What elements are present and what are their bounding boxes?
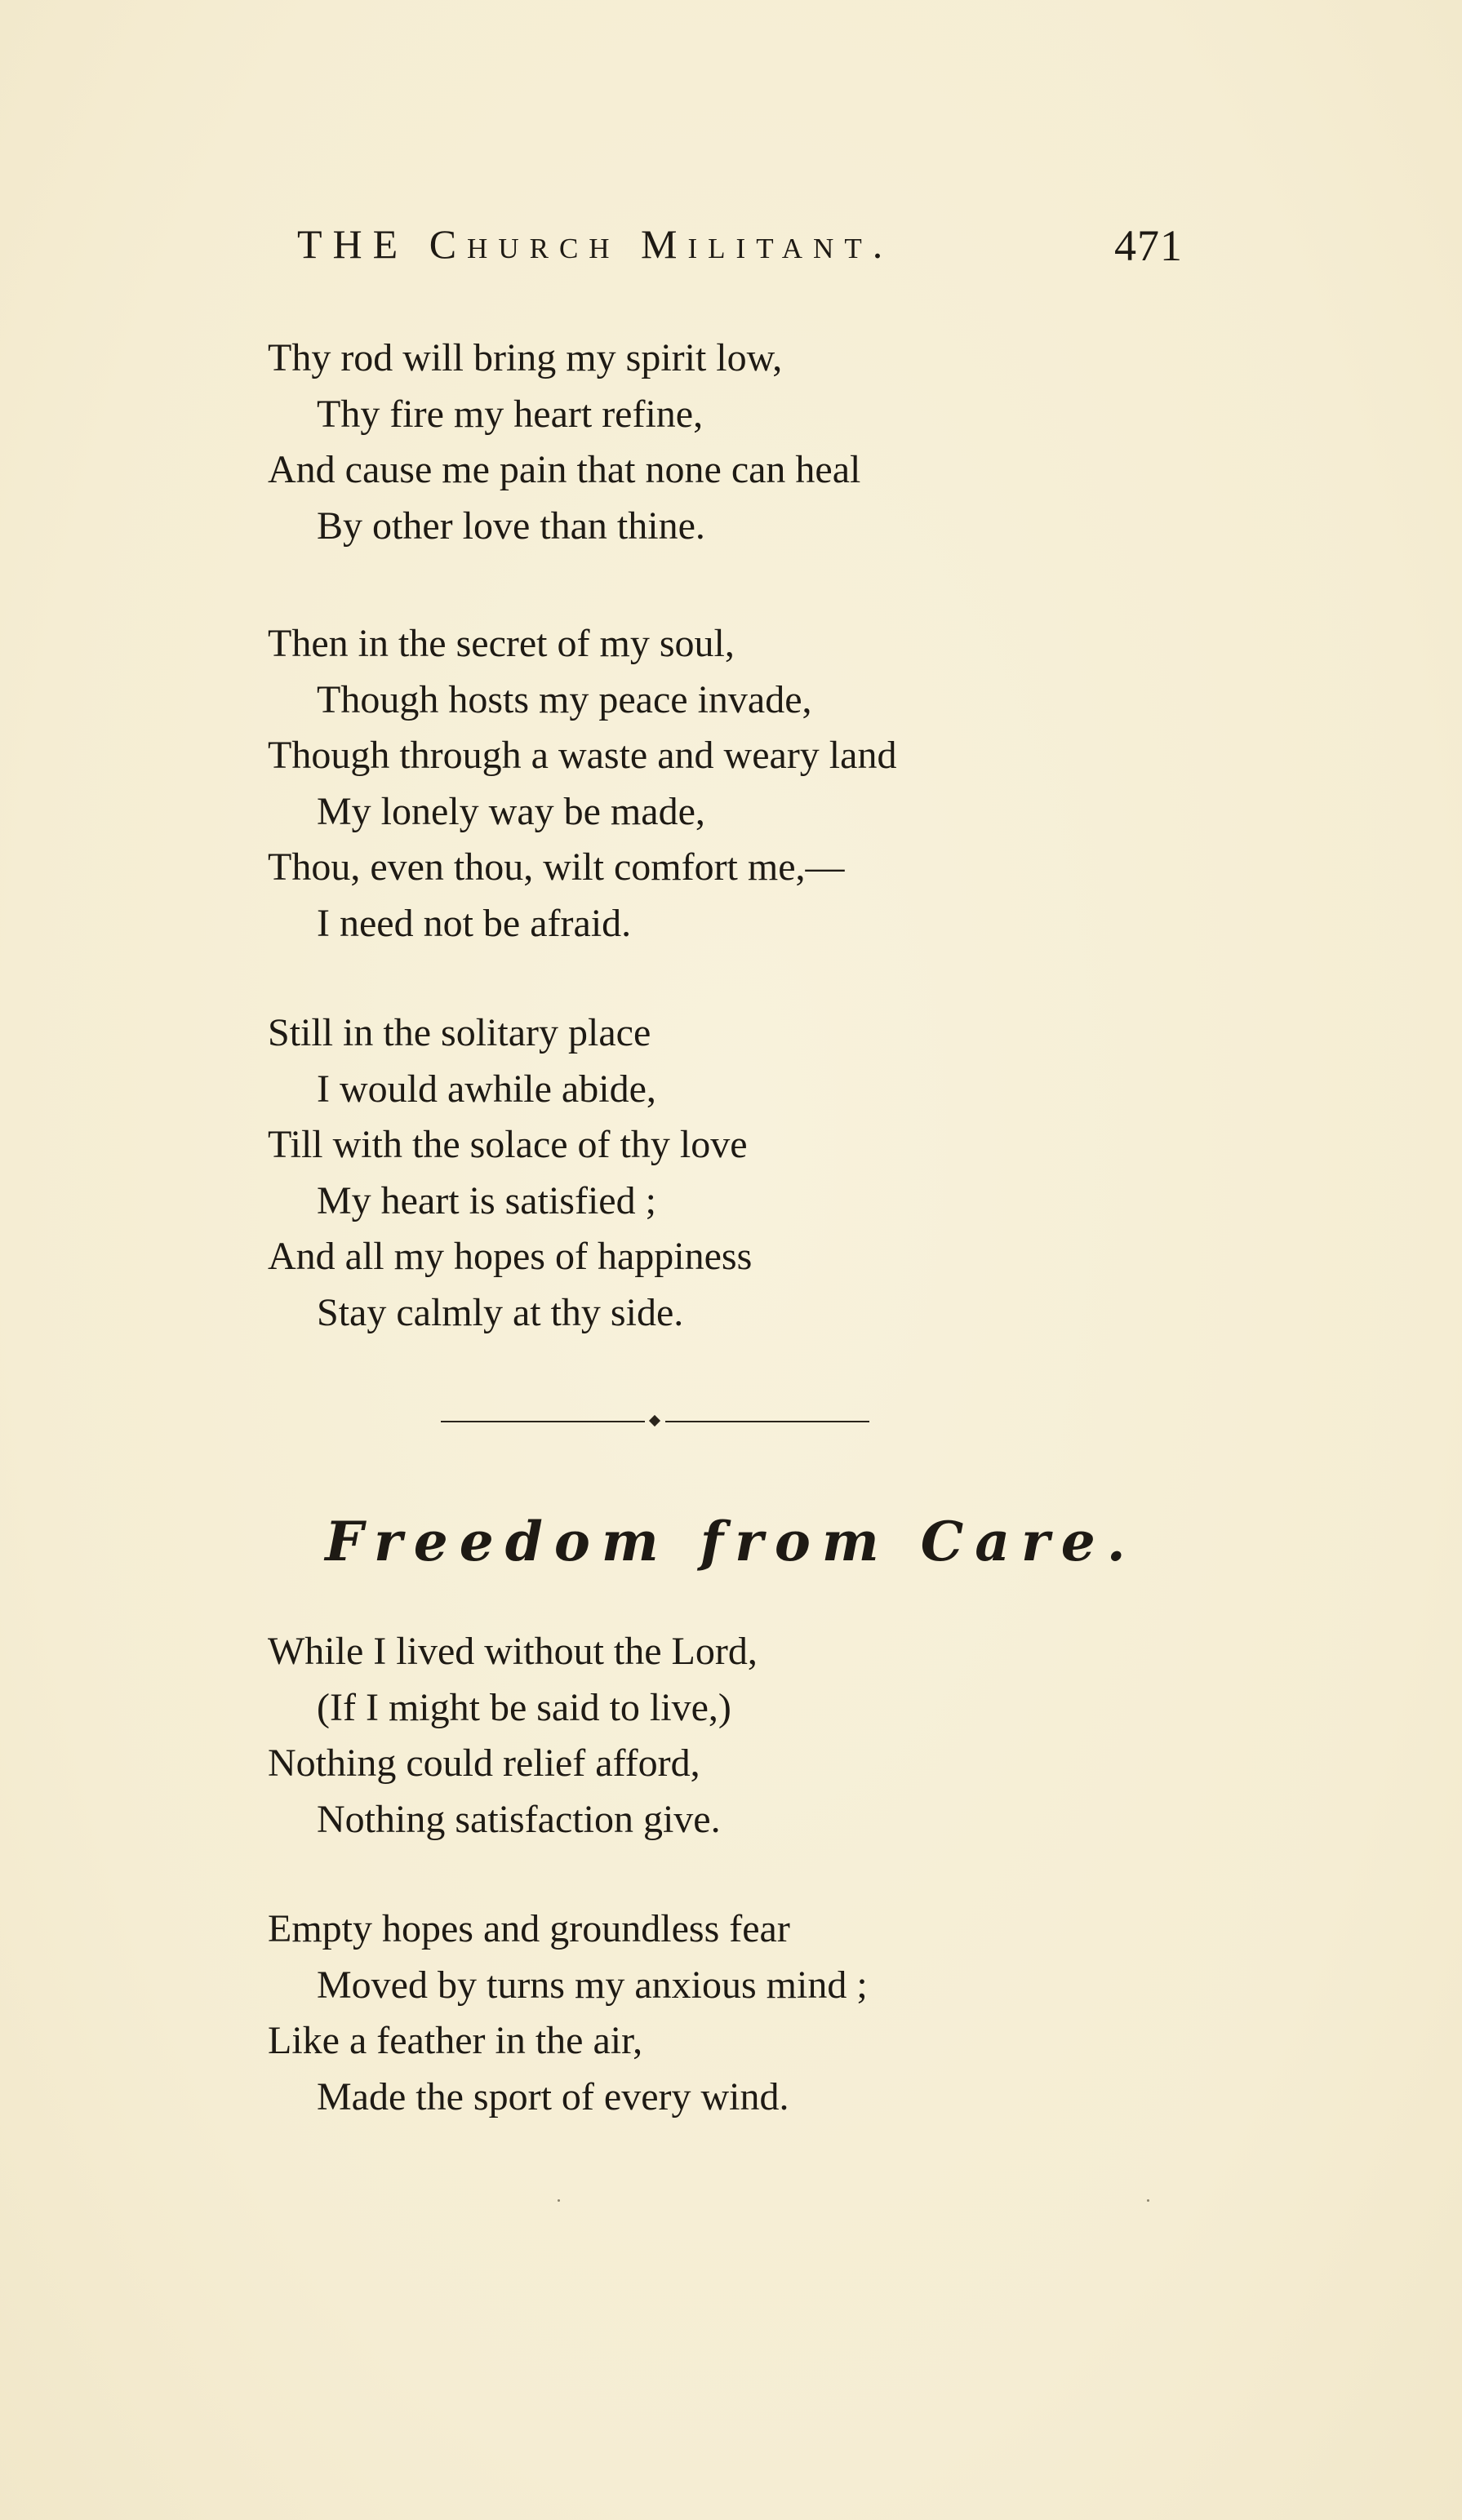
- stanza-3: [268, 1005, 1166, 1341]
- verse-line: And all my hopes of happiness: [268, 1235, 753, 1278]
- verse-line: Then in the secret of my soul,: [268, 622, 735, 665]
- running-head: [297, 220, 1183, 277]
- poem-2-stanza-1: [268, 1624, 1166, 1848]
- paper-speck: [558, 2199, 560, 2202]
- page-number: 471: [1114, 221, 1183, 270]
- section-divider: [441, 1416, 869, 1427]
- stanza-2: [268, 616, 1166, 952]
- diamond-ornament-icon: [649, 1415, 660, 1426]
- verse-line: My heart is satisfied ;: [317, 1178, 656, 1222]
- verse-line: (If I might be said to live,): [317, 1685, 731, 1729]
- divider-rule-right: [665, 1421, 869, 1422]
- verse-line: I would awhile abide,: [317, 1067, 656, 1111]
- verse-line: Though hosts my peace invade,: [317, 677, 812, 721]
- poem-title: Freedom from Care.: [325, 1510, 1137, 1573]
- verse-line: Thy rod will bring my spirit low,: [268, 336, 783, 379]
- verse-line: I need not be afraid.: [317, 901, 632, 945]
- verse-line: Moved by turns my anxious mind ;: [317, 1963, 868, 2007]
- verse-line: By other love than thine.: [317, 504, 705, 548]
- verse-line: And cause me pain that none can heal: [268, 448, 861, 491]
- verse-line: Nothing satisfaction give.: [317, 1797, 721, 1841]
- poem-2-stanza-2: [268, 1901, 1166, 2125]
- divider-rule-left: [441, 1421, 645, 1422]
- verse-line: Nothing could relief afford,: [268, 1741, 700, 1785]
- verse-line: Like a feather in the air,: [268, 2019, 643, 2062]
- running-title: THE Church Militant.: [297, 221, 894, 267]
- verse-line: Till with the solace of thy love: [268, 1123, 748, 1166]
- verse-line: Thou, even thou, wilt comfort me,—: [268, 845, 845, 889]
- verse-line: Stay calmly at thy side.: [317, 1290, 684, 1334]
- paper-speck: [1147, 2199, 1149, 2202]
- verse-line: Empty hopes and groundless fear: [268, 1907, 790, 1950]
- verse-line: While I lived without the Lord,: [268, 1630, 758, 1673]
- verse-line: My lonely way be made,: [317, 789, 705, 833]
- verse-line: Made the sport of every wind.: [317, 2074, 789, 2118]
- verse-line: Still in the solitary place: [268, 1011, 651, 1054]
- verse-line: Thy fire my heart refine,: [317, 392, 704, 436]
- verse-line: Though through a waste and weary land: [268, 734, 897, 777]
- stanza-1: [268, 331, 1166, 554]
